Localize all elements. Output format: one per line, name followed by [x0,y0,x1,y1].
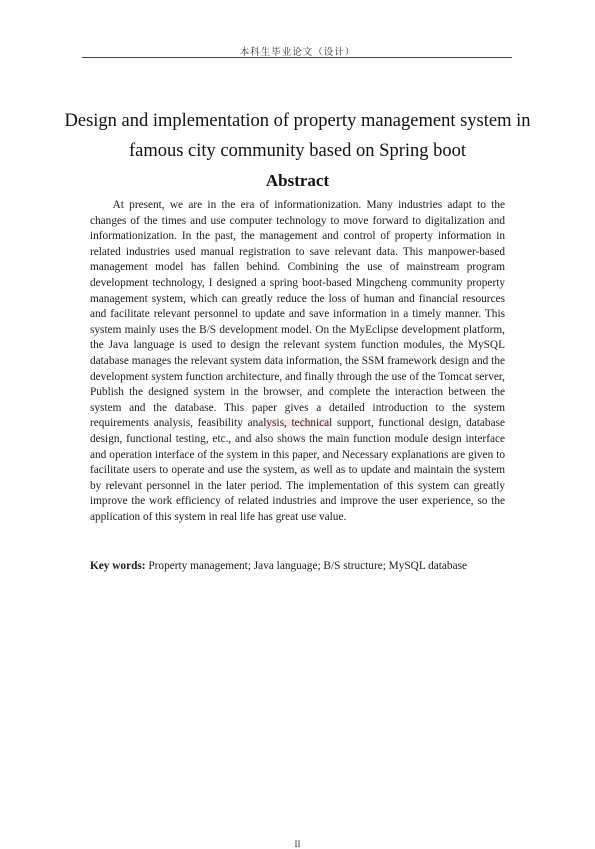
keywords-text: Property management; Java language; B/S structure; MySQL database [148,560,468,572]
abstract-body: At present, we are in the era of informationization. Many industries adapt to the changes of the times and use computer technology to move forward to digitalization and informationization. In the past, the management and control of property information in related industries used manual registration to save relevant data. This manpower-based management model has fallen behind. Combining the use of mainstream program development technology, I designed a spring boot-based Mingcheng community property management system, which can greatly reduce the loss of human and financial resources and facilitate relevant personnel to update and save information in a timely manner. This system mainly uses the B/S development model. On the MyEclipse development platform, the Java language is used to design the relevant system function modules, the MySQL database manages the relevant system data information, the SSM framework design and the development system function architecture, and finally through the use of the Tomcat server, Publish the designed system in the browser, and complete the interaction between the system and the database. This paper gives a detailed introduction to the system requirements analysis, feasibility analysis, technical support, functional design, database design, functional testing, etc., and also shows the main function module design interface and operation interface of the system in this paper, and Necessary explanations are given to facilitate users to operate and use the system, as well as to update and maintain the system by relevant personnel in the later period. The implementation of this system can greatly improve the work efficiency of related industries and improve the user experience, so the application of this system in real life has great use value. [90,199,505,523]
header-rule [82,57,512,58]
abstract-heading: Abstract [265,171,330,190]
keywords-line [90,559,510,574]
running-header: 本科生毕业论文（设计） [239,47,356,58]
keywords-label: Key words: [90,560,146,572]
paper-title: Design and implementation of property management system in famous city community based on Spring boot [64,111,531,161]
watermark-mark [262,416,332,430]
page-number: II [294,839,301,849]
